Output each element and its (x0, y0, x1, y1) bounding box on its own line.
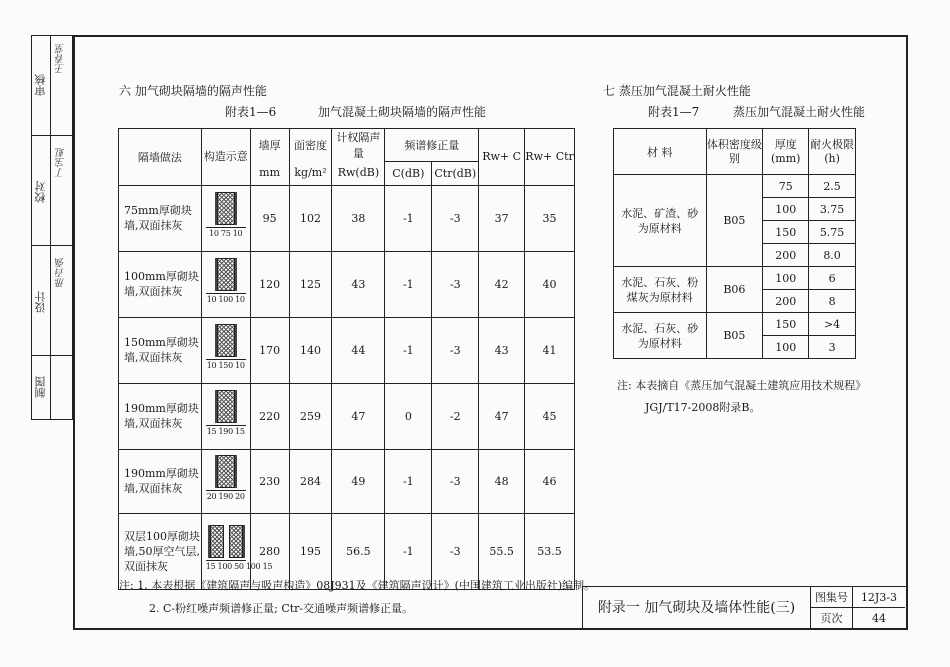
header-rwc: Rw+ C (479, 129, 525, 186)
cell-rwc: 47 (479, 383, 525, 449)
table7-note-1: 注: 本表摘自《蒸压加气混凝土建筑应用技术规程》 (617, 379, 867, 392)
section7-heading: 七 蒸压加气混凝土耐火性能 (603, 84, 751, 98)
table-row (119, 317, 575, 383)
cell-rwc: 37 (479, 185, 525, 251)
header-rwctr: Rw+ Ctr (525, 129, 575, 186)
dimension-label: 15 190 15 (206, 427, 245, 436)
wall-method: 150mm厚砌块墙,双面抹灰 (119, 317, 202, 383)
header-ctr-unit: Ctr(dB) (432, 161, 479, 185)
cell-rw: 38 (332, 185, 385, 251)
cell-thickness: 95 (250, 185, 289, 251)
cell-thickness: 280 (250, 513, 289, 589)
signoff-signature: 丁宝虹 (56, 148, 67, 178)
header-density-unit: kg/m² (289, 161, 332, 185)
wall-method: 75mm厚砌块墙,双面抹灰 (119, 185, 202, 251)
cell-thickness: 120 (250, 251, 289, 317)
cell-thickness: 220 (250, 383, 289, 449)
header-thickness: 墙厚 (250, 129, 289, 162)
fire-limit-cell: >4 (809, 313, 856, 336)
fire-limit-cell: 3 (809, 336, 856, 359)
table6-note-2: 2. C-粉红噪声频谱修正量; Ctr-交通噪声频谱修正量。 (149, 602, 414, 615)
cell-rw: 47 (332, 383, 385, 449)
header-c-unit: C(dB) (385, 161, 432, 185)
table-row (119, 251, 575, 317)
header-correction: 频谱修正量 (385, 129, 479, 162)
fire-limit-cell: 2.5 (809, 175, 856, 198)
page-label: 页次 (811, 608, 853, 629)
material-cell: 水泥、石灰、粉煤灰为原材料 (614, 267, 707, 313)
fire-limit-cell: 3.75 (809, 198, 856, 221)
cell-rw: 44 (332, 317, 385, 383)
table-row (614, 175, 856, 198)
density-grade-cell: B06 (706, 267, 763, 313)
table-row (614, 267, 856, 290)
thickness-cell: 100 (763, 336, 809, 359)
table-row (119, 449, 575, 513)
cell-rwctr: 45 (525, 383, 575, 449)
density-grade-cell: B05 (706, 313, 763, 359)
cell-density: 195 (289, 513, 332, 589)
page-number: 44 (872, 612, 886, 625)
cell-rw: 56.5 (332, 513, 385, 589)
thickness-cell: 100 (763, 267, 809, 290)
signoff-signature: 邢召强 (56, 258, 67, 288)
fire-limit-cell: 8.0 (809, 244, 856, 267)
cell-c: -1 (385, 513, 432, 589)
cell-rwc: 55.5 (479, 513, 525, 589)
section6-heading: 六 加气砌块隔墙的隔声性能 (119, 84, 267, 98)
fire-limit-cell: 8 (809, 290, 856, 313)
cell-c: -1 (385, 251, 432, 317)
header-density: 面密度 (289, 129, 332, 162)
dimension-label: 10 150 10 (206, 361, 245, 370)
cell-c: -1 (385, 449, 432, 513)
cell-rw: 43 (332, 251, 385, 317)
wall-method: 100mm厚砌块墙,双面抹灰 (119, 251, 202, 317)
header-rw-unit: Rw(dB) (332, 161, 385, 185)
cell-c: -1 (385, 185, 432, 251)
dimension-label: 10 75 10 (209, 229, 243, 238)
title-block (582, 586, 906, 628)
cell-density: 284 (289, 449, 332, 513)
header-thickness-unit: mm (250, 161, 289, 185)
table7-number: 附表1—7 (648, 105, 700, 119)
wall-section-diagram (201, 383, 250, 449)
cell-c: 0 (385, 383, 432, 449)
density-grade-cell: B05 (706, 175, 763, 267)
cell-density: 259 (289, 383, 332, 449)
cell-rwc: 48 (479, 449, 525, 513)
wall-method: 双层100厚砌块墙,50厚空气层,双面抹灰 (119, 513, 202, 589)
cell-rwctr: 53.5 (525, 513, 575, 589)
atlas-label: 图集号 (811, 587, 853, 608)
cell-ctr: -3 (432, 251, 479, 317)
cell-rwctr: 41 (525, 317, 575, 383)
thickness-cell: 150 (763, 221, 809, 244)
thickness-cell: 200 (763, 244, 809, 267)
table-row (119, 185, 575, 251)
cell-rw: 49 (332, 449, 385, 513)
wall-section-diagram (201, 449, 250, 513)
signoff-row-design (32, 246, 72, 356)
drawing-title: 附录一 加气砌块及墙体性能(三) (583, 587, 811, 629)
cell-ctr: -3 (432, 449, 479, 513)
signoff-role: 设计 (34, 291, 47, 313)
thickness-cell: 200 (763, 290, 809, 313)
cell-density: 102 (289, 185, 332, 251)
thickness-cell: 100 (763, 198, 809, 221)
signoff-row-draw (32, 356, 72, 419)
dimension-label: 10 100 10 (206, 295, 245, 304)
signoff-role: 制图 (34, 376, 47, 398)
wall-section-diagram (201, 185, 250, 251)
wall-method: 190mm厚砌块墙,双面抹灰 (119, 449, 202, 513)
header-fire-limit: 耐火极限(h) (809, 129, 856, 175)
signoff-role: 审核 (34, 74, 47, 96)
table7-note-2: JGJ/T17-2008附录B。 (645, 401, 761, 414)
thickness-cell: 75 (763, 175, 809, 198)
header-fire-thickness: 厚度(mm) (763, 129, 809, 175)
signoff-strip (31, 35, 73, 420)
cell-ctr: -2 (432, 383, 479, 449)
cell-ctr: -3 (432, 513, 479, 589)
table6-title: 加气混凝土砌块隔墙的隔声性能 (318, 105, 487, 119)
material-cell: 水泥、矿渣、砂为原材料 (614, 175, 707, 267)
fire-resistance-table (613, 128, 856, 359)
cell-ctr: -3 (432, 185, 479, 251)
header-material: 材 料 (614, 129, 707, 175)
header-method: 隔墙做法 (119, 129, 202, 186)
signoff-row-review (32, 36, 72, 136)
table6-note-1: 注: 1. 本表根据《建筑隔声与吸声构造》08J931及《建筑隔声设计》(中国建筑工业出版社)编制。 (119, 579, 596, 592)
cell-rwctr: 46 (525, 449, 575, 513)
cell-thickness: 230 (250, 449, 289, 513)
atlas-number: 12J3-3 (853, 587, 905, 608)
signoff-role: 校对 (34, 181, 47, 203)
table-row (614, 313, 856, 336)
wall-section-diagram (201, 317, 250, 383)
table7-title: 蒸压加气混凝土耐火性能 (733, 105, 866, 119)
dimension-label: 15 100 50 100 15 (205, 562, 273, 571)
cell-rwctr: 35 (525, 185, 575, 251)
header-density-grade: 体积密度级别 (706, 129, 763, 175)
fire-limit-cell: 5.75 (809, 221, 856, 244)
dimension-label: 20 190 20 (206, 492, 245, 501)
header-rw: 计权隔声量 (332, 129, 385, 162)
cell-rwctr: 40 (525, 251, 575, 317)
cell-rwc: 42 (479, 251, 525, 317)
signoff-signature: 王春堂 (56, 44, 67, 74)
thickness-cell: 150 (763, 313, 809, 336)
signoff-row-check (32, 136, 72, 246)
cell-rwc: 43 (479, 317, 525, 383)
cell-thickness: 170 (250, 317, 289, 383)
table-row (119, 383, 575, 449)
fire-limit-cell: 6 (809, 267, 856, 290)
cell-density: 140 (289, 317, 332, 383)
cell-ctr: -3 (432, 317, 479, 383)
wall-method: 190mm厚砌块墙,双面抹灰 (119, 383, 202, 449)
header-diagram: 构造示意 (201, 129, 250, 186)
material-cell: 水泥、石灰、砂为原材料 (614, 313, 707, 359)
cell-c: -1 (385, 317, 432, 383)
wall-section-diagram (201, 251, 250, 317)
acoustic-table (118, 128, 575, 590)
table6-number: 附表1—6 (225, 105, 277, 119)
cell-density: 125 (289, 251, 332, 317)
